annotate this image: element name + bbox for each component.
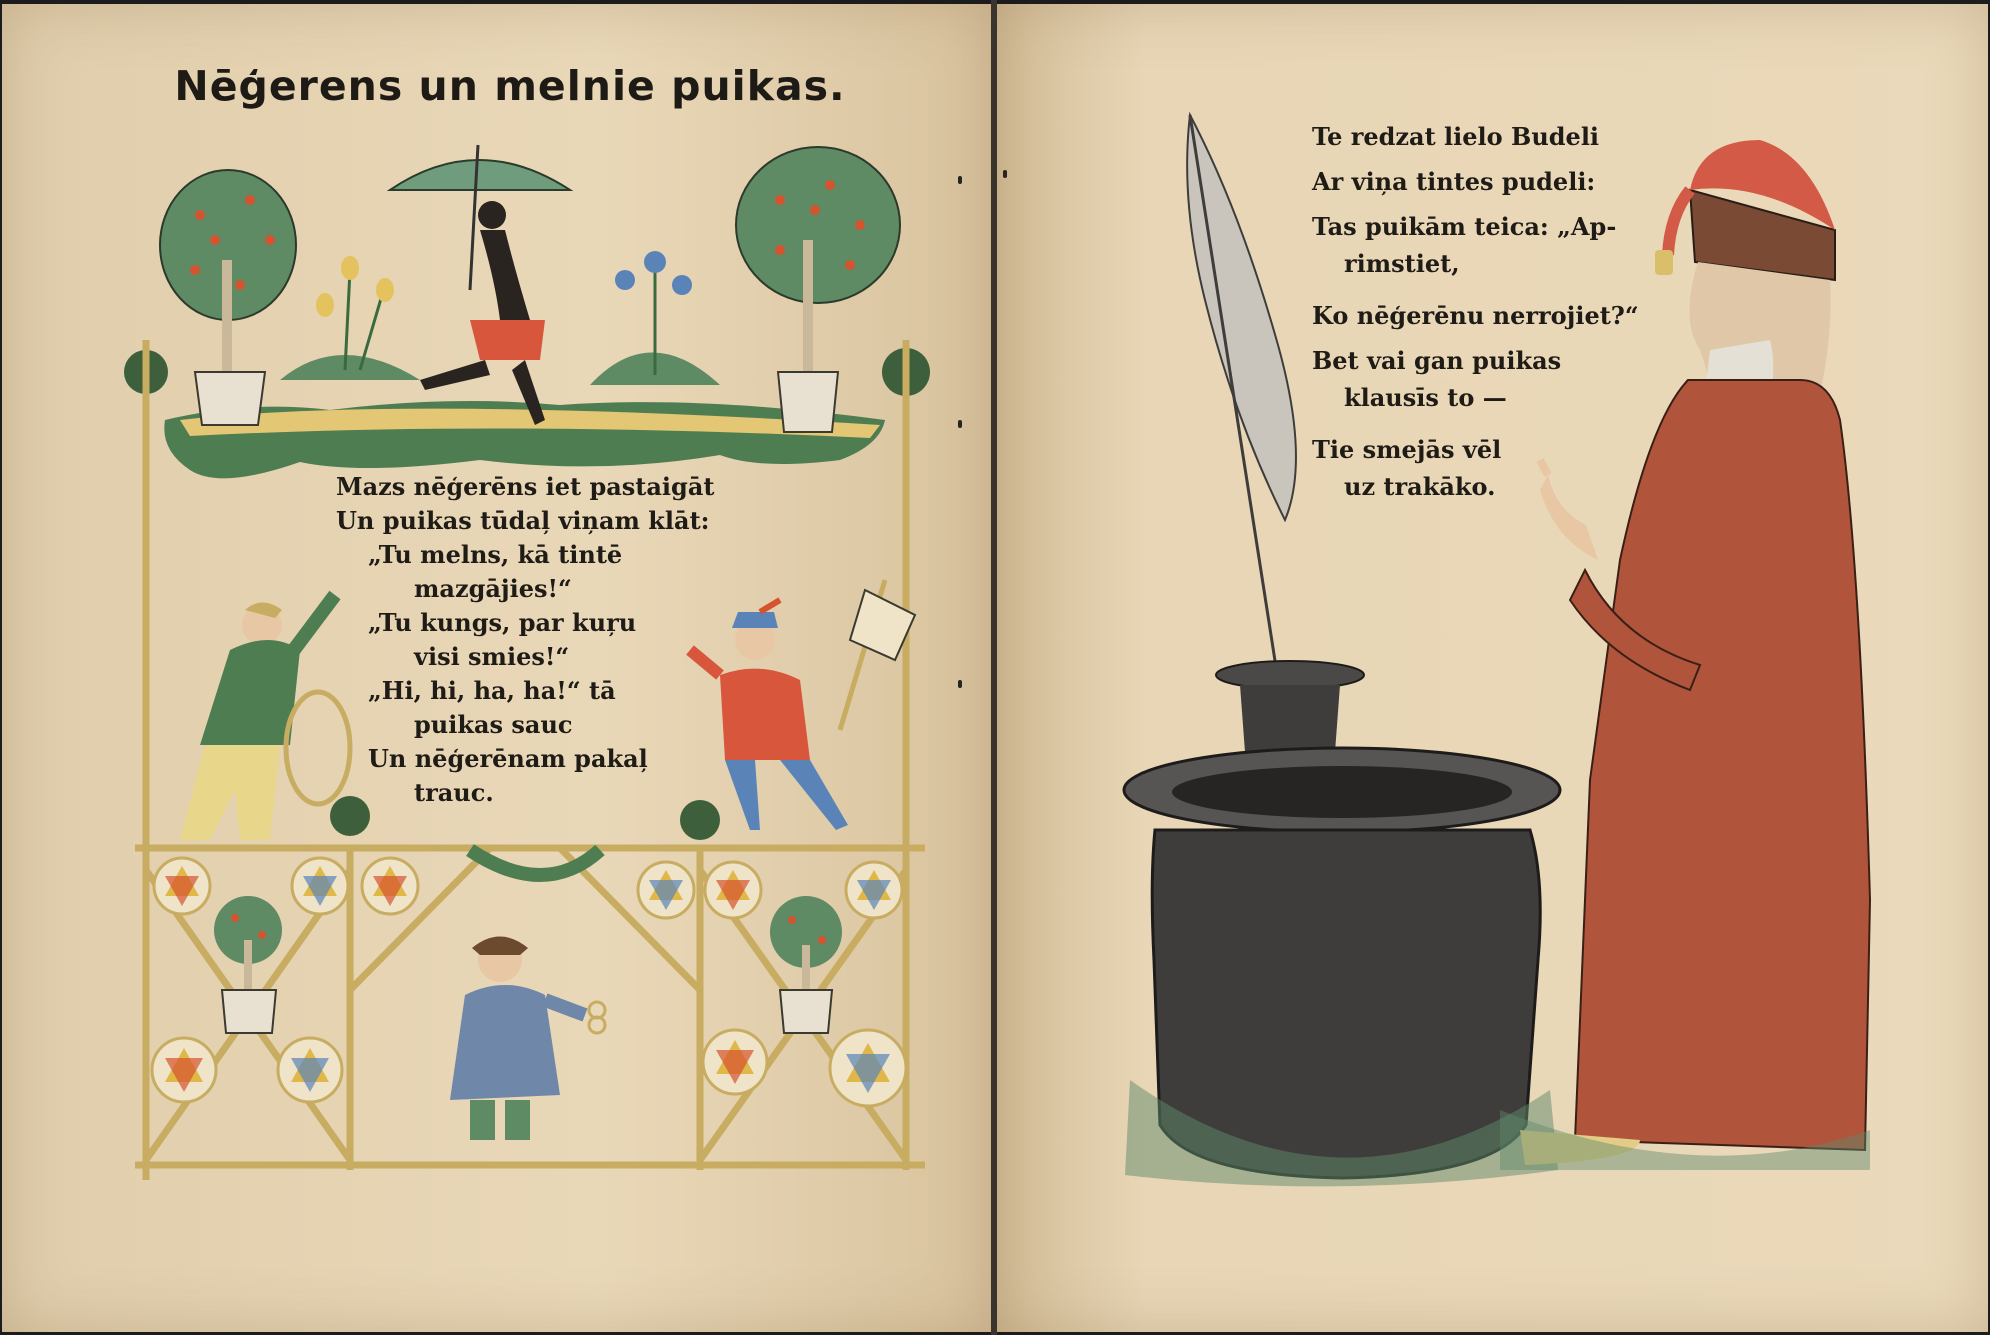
page-title: Nēģerens un melnie puikas.	[174, 62, 846, 110]
garland-icon	[470, 850, 600, 875]
star-medallion-icon	[703, 1030, 767, 1094]
poem-line: „Tu melns, kā tintē	[368, 540, 623, 569]
orange-tree-icon	[160, 170, 296, 425]
potted-tree-icon	[214, 896, 282, 1033]
blue-flower-icon	[590, 251, 720, 385]
star-medallion-icon	[154, 858, 210, 914]
flower-plant-icon	[280, 256, 420, 380]
garden-scene	[124, 145, 930, 478]
boy-with-scissors-illustration	[450, 937, 605, 1141]
star-medallion-icon	[152, 1038, 216, 1102]
poem-line: Tas puikām teica: „Ap-	[1312, 212, 1617, 241]
poem-line: klausīs to —	[1344, 383, 1507, 412]
quill-pen-icon	[1187, 115, 1296, 680]
poem-line: „Tu kungs, par kuŗu	[368, 608, 637, 637]
poem-line: Bet vai gan puikas	[1312, 346, 1562, 375]
poem-line: visi smies!“	[414, 642, 570, 671]
poem-line: Tie smejās vēl	[1312, 435, 1502, 464]
poem-line: uz trakāko.	[1344, 472, 1496, 501]
star-medallion-icon	[362, 858, 418, 914]
poem-line: Te redzat lielo Budeli	[1312, 122, 1600, 151]
right-poem	[1312, 114, 1639, 502]
poem-line: puikas sauc	[414, 710, 573, 739]
boy-with-flag-illustration	[690, 580, 915, 830]
poem-line: Mazs nēģerēns iet pastaigāt	[336, 472, 715, 501]
poem-line: „Hi, hi, ha, ha!“ tā	[368, 676, 616, 705]
star-medallion-icon	[846, 862, 902, 918]
ink-pot-icon	[1124, 661, 1560, 1186]
poem-line: rimstiet,	[1344, 249, 1460, 278]
poem-line: Ar viņa tintes pudeli:	[1312, 167, 1596, 196]
poem-line: Ko nēģerēnu nerrojiet?“	[1312, 301, 1639, 330]
star-medallion-icon	[830, 1030, 906, 1106]
star-medallion-icon	[292, 858, 348, 914]
star-medallion-icon	[278, 1038, 342, 1102]
potted-tree-icon	[770, 896, 842, 1033]
star-medallion-icon	[705, 862, 761, 918]
poem-line: Un nēģerēnam pakaļ	[368, 744, 648, 773]
poem-line: Un puikas tūdaļ viņam klāt:	[336, 506, 710, 535]
star-medallion-icon	[638, 862, 694, 918]
left-poem	[336, 470, 714, 810]
poem-line: mazgājies!“	[414, 574, 572, 603]
boy-with-umbrella-illustration	[390, 145, 570, 425]
boy-with-hoop-illustration	[180, 595, 350, 840]
orange-tree-icon	[736, 147, 900, 432]
poem-line: trauc.	[414, 778, 494, 807]
